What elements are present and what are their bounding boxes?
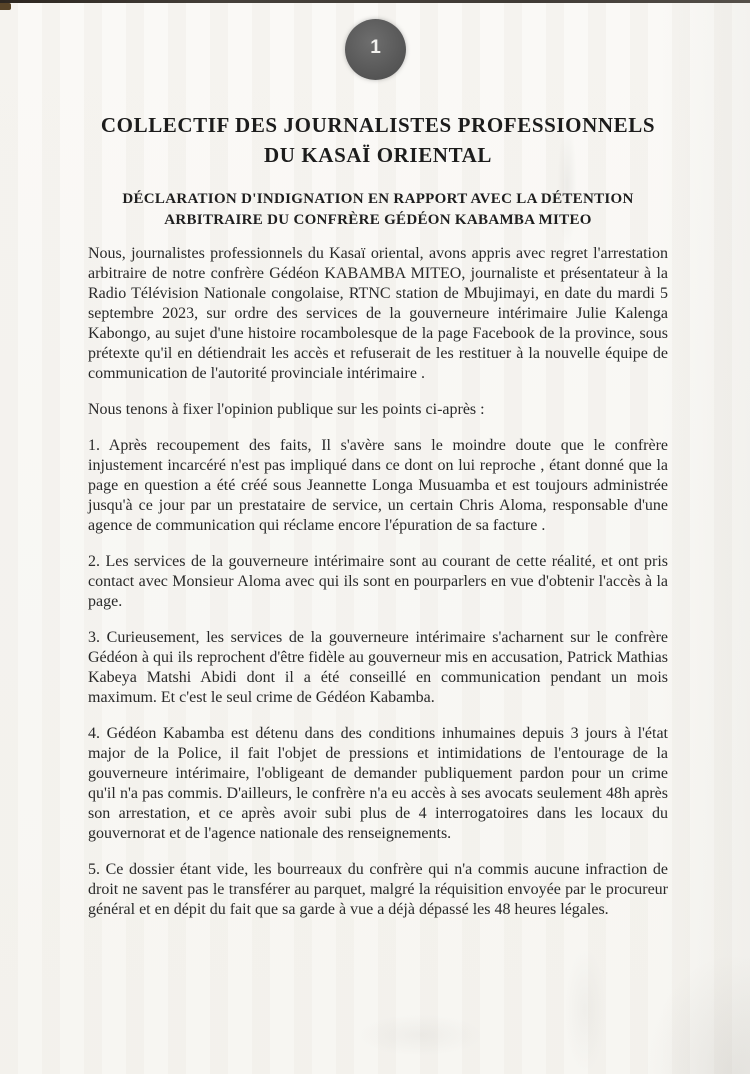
scan-corner-mark-artifact bbox=[0, 3, 11, 10]
document-title bbox=[88, 110, 668, 170]
document-title-line1: COLLECTIF DES JOURNALISTES PROFESSIONNELS bbox=[100, 113, 656, 137]
page-number-badge bbox=[345, 19, 406, 80]
lead-paragraph: Nous tenons à fixer l'opinion publique sur les points ci-après : bbox=[88, 401, 485, 418]
point-paragraph-5: 5. Ce dossier étant vide, les bourreaux du confrère qui n'a commis aucune infraction de droit ne savent pas le transférer au parquet, malgré la réquisition envoyée par le procureur général et en dépit du fait que sa garde à vue a déjà dépassé les 48 heures légales. bbox=[88, 861, 668, 918]
scan-top-edge-artifact bbox=[0, 0, 750, 3]
document-body bbox=[88, 244, 668, 920]
point-paragraph-2: 2. Les services de la gouverneure intérimaire sont au courant de cette réalité, et ont pris contact avec Monsieur Aloma avec qui ils sont en pourparlers en vue d'obtenir l'accès à la page. bbox=[88, 553, 668, 610]
intro-paragraph: Nous, journalistes professionnels du Kasaï oriental, avons appris avec regret l'arrestation arbitraire de notre confrère Gédéon KABAMBA MITEO, journaliste et présentateur à la Radio Télévision Nationale congolaise, RTNC station de Mbujimayi, en date du mardi 5 septembre 2023, sur ordre des services de la gouverneure intérimaire Julie Kalenga Kabongo, au sujet d'une histoire rocambolesque de la page Facebook de la province, sous prétexte qu'il en détiendrait les accès et refuserait de les restituer à la nouvelle équipe de communication de l'autorité provinciale intérimaire . bbox=[88, 245, 668, 382]
point-paragraph-1: 1. Après recoupement des faits, Il s'avère sans le moindre doute que le confrère injustement incarcéré n'est pas impliqué dans ce dont on lui reproche , étant donné que la page en question a été créé sous Jeannette Longa Musuamba et est toujours administrée jusqu'à ce jour par un prestataire de service, un certain Chris Aloma, responsable d'une agence de communication qui réclame encore l'épuration de sa facture . bbox=[88, 437, 668, 534]
document-subtitle-line1: DÉCLARATION D'INDIGNATION EN RAPPORT AVEC LA DÉTENTION bbox=[122, 191, 634, 207]
document-subtitle bbox=[88, 189, 668, 231]
document-content bbox=[0, 110, 750, 920]
document-title-line2: DU KASAÏ ORIENTAL bbox=[263, 143, 492, 167]
document-subtitle-line2: ARBITRAIRE DU CONFRÈRE GÉDÉON KABAMBA MITEO bbox=[164, 212, 592, 228]
page-number: 1 bbox=[370, 37, 381, 58]
point-paragraph-3: 3. Curieusement, les services de la gouverneure intérimaire s'acharnent sur le confrère Gédéon à qui ils reprochent d'être fidèle au gouverneur mis en accusation, Patrick Mathias Kabeya Matshi Abidi dont il a été conseillé en communication pendant un mois maximum. Et c'est le seul crime de Gédéon Kabamba. bbox=[88, 629, 668, 706]
point-paragraph-4: 4. Gédéon Kabamba est détenu dans des conditions inhumaines depuis 3 jours à l'état major de la Police, il fait l'objet de pressions et intimidations de l'entourage de la gouverneure intérimaire, l'obligeant de demander publiquement pardon pour un crime qu'il n'a pas commis. D'ailleurs, le confrère n'a eu accès à ses avocats seulement 48h après son arrestation, et ce après avoir subi plus de 4 interrogatoires dans les locaux du gouvernorat et de l'agence nationale des renseignements. bbox=[88, 725, 668, 842]
